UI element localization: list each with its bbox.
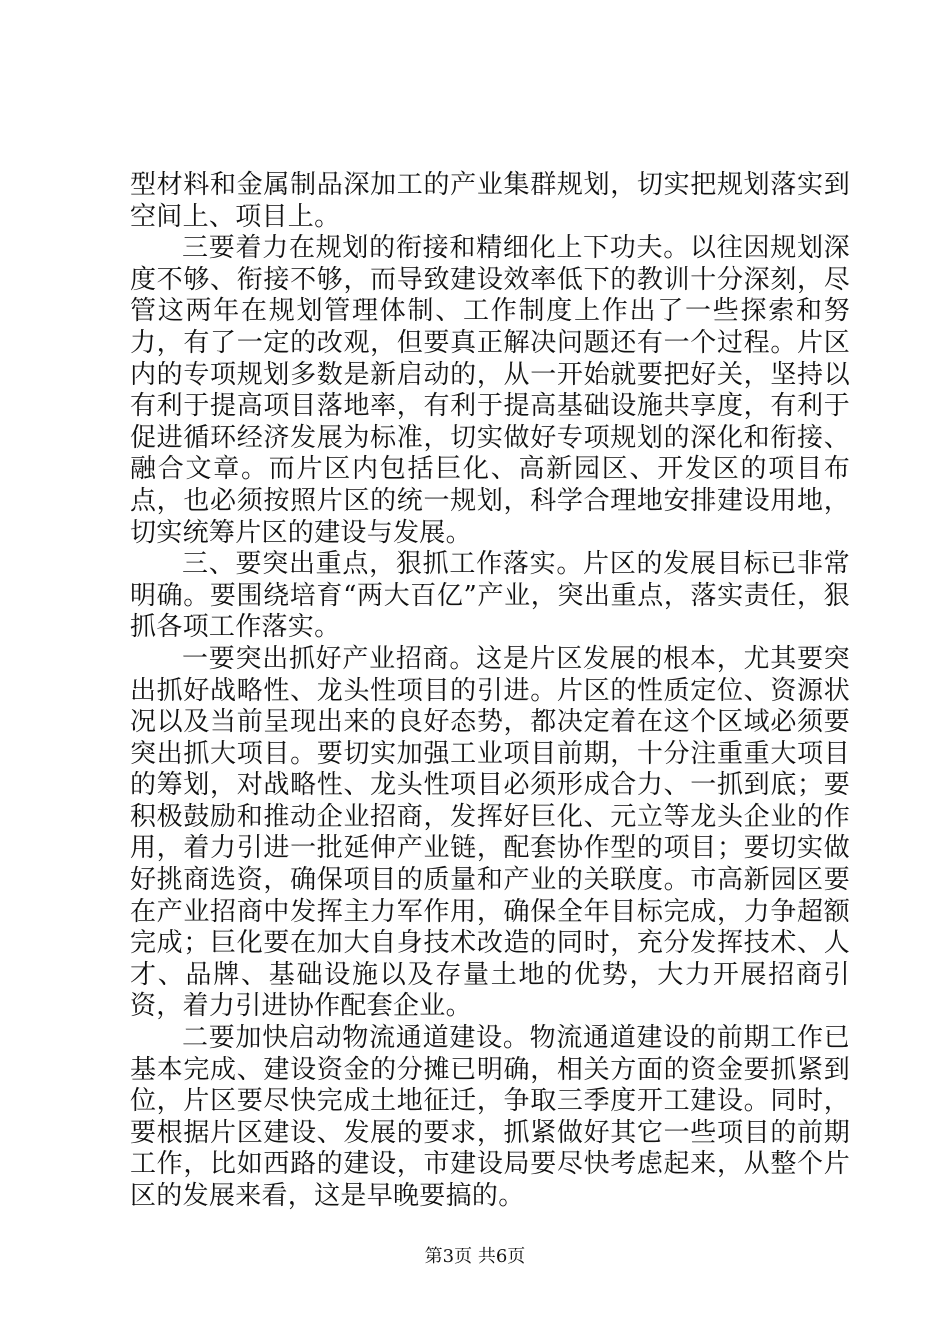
paragraph-section-three: 三、要突出重点，狠抓工作落实。片区的发展目标已非常明确。要围绕培育“两大百亿”产业，突出重点，落实责任，狠抓各项工作落实。 xyxy=(130,549,850,643)
paragraph-planning-linkage: 三要着力在规划的衔接和精细化上下功夫。以往因规划深度不够、衔接不够，而导致建设效率低下的教训十分深刻，尽管这两年在规划管理体制、工作制度上作出了一些探索和努力，有了一定的改观，但要真正解决问题还有一个过程。片区内的专项规划多数是新启动的，从一开始就要把好关，坚持以有利于提高项目落地率，有利于提高基础设施共享度，有利于促进循环经济发展为标准，切实做好专项规划的深化和衔接、融合文章。而片区内包括巨化、高新园区、开发区的项目布点，也必须按照片区的统一规划，科学合理地安排建设用地，切实统筹片区的建设与发展。 xyxy=(130,233,850,548)
paragraph-logistics-channel: 二要加快启动物流通道建设。物流通道建设的前期工作已基本完成、建设资金的分摊已明确，相关方面的资金要抓紧到位，片区要尽快完成土地征迁，争取三季度开工建设。同时，要根据片区建设、发展的要求，抓紧做好其它一些项目的前期工作，比如西路的建设，市建设局要尽快考虑起来，从整个片区的发展来看，这是早晚要搞的。 xyxy=(130,1023,850,1211)
paragraph-continuation: 型材料和金属制品深加工的产业集群规划，切实把规划落实到空间上、项目上。 xyxy=(130,170,850,232)
document-body xyxy=(130,170,850,1213)
page-number: 第3页 共6页 xyxy=(424,1246,526,1267)
paragraph-industry-investment: 一要突出抓好产业招商。这是片区发展的根本，尤其要突出抓好战略性、龙头性项目的引进。片区的性质定位、资源状况以及当前呈现出来的良好态势，都决定着在这个区域必须要突出抓大项目。要切实加强工业项目前期，十分注重重大项目的筹划，对战略性、龙头性项目必须形成合力、一抓到底；要积极鼓励和推动企业招商，发挥好巨化、元立等龙头企业的作用，着力引进一批延伸产业链，配套协作型的项目；要切实做好挑商选资，确保项目的质量和产业的关联度。市高新园区要在产业招商中发挥主力军作用，确保全年目标完成，力争超额完成；巨化要在加大自身技术改造的同时，充分发挥技术、人才、品牌、基础设施以及存量土地的优势，大力开展招商引资，着力引进协作配套企业。 xyxy=(130,643,850,1022)
